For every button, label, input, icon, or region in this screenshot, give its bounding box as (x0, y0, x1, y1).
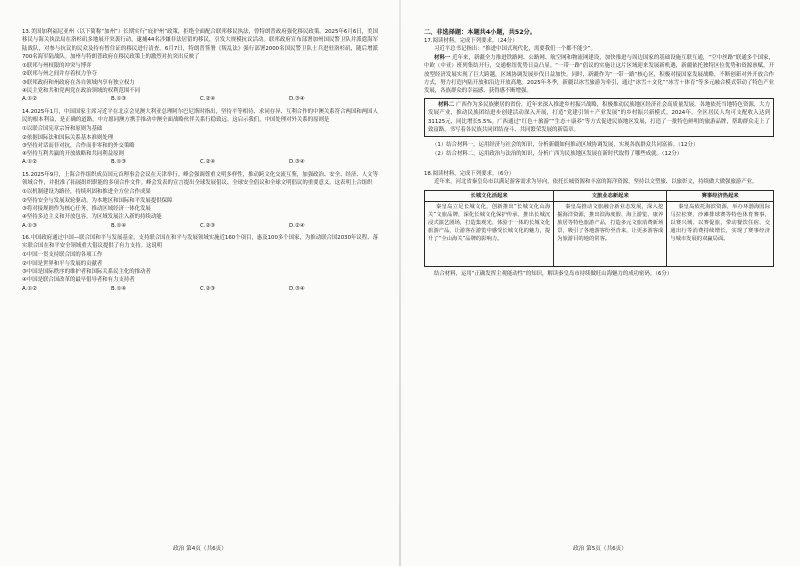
q18-col-1: 长城文化活起来 (425, 190, 554, 201)
q13-options (22, 95, 378, 103)
q18-head: 18.阅读材料，完成下列要求。（6分） (424, 171, 515, 178)
q14-option-a: A.①② (22, 159, 37, 166)
q14-options (22, 158, 378, 166)
q13-option-b: B.①③ (111, 96, 127, 103)
q17-subquestion-2: （2）结合材料二，运用政治与法治的知识，分析广西为民族地区发展在新时代取得了哪些成就。（12分） (432, 150, 683, 157)
q18-cell-1: 秦皇岛立足长城文化，创新推出“长城文化山海关”文旅品牌，深化长城文化保护传承，推出长城沉浸式演艺剧场，打造集观光、体验于一体的长城文化旅游产品，让游客在游览中感受长城文化的魅力，提升了“全山海关”品牌的影响力。 (425, 201, 554, 266)
q13-option-c: C.②④ (200, 96, 216, 103)
q18-table-header (425, 190, 774, 201)
question-16-stem: 16.中国政府通过中国—联合国和平与发展基金，支持联合国在和平与发展领域实施近160个项目，惠及100多个国家，为推动联合国2030年议程、落实联合国在和平安全领域重大倡议提供了有力支持。这说明 (22, 234, 378, 250)
q17-material-1 (424, 54, 774, 96)
q15-options (22, 222, 378, 230)
question-14-stem: 14.2025年1月，中国国家主席习近平在北京会见澳大利亚总理阿尔巴尼斯时指出，坚持平等相待、求同存异、互利合作的中澳关系符合两国和两国人民的根本利益，是正确的道路，中方愿同澳方携手推动中澳全面战略伙伴关系行稳致远。这启示我们，中国处理对外关系的原则是 (22, 108, 378, 123)
q17-head: 17.阅读材料，完成下列要求。（24分） (424, 38, 518, 44)
question-18 (424, 170, 774, 278)
q14-option-c: C.②④ (200, 159, 216, 166)
q15-option-d: D.②④ (289, 222, 305, 229)
q14-option-b: B.①③ (111, 159, 127, 166)
q17-material-2-box (424, 98, 774, 138)
q13-option-a: A.①② (22, 96, 37, 103)
q17-material-2-text: 广西作为多民族聚居的省份，近年来深入推进乡村振兴战略，积极推动民族地区经济社会高质量发展。各地依托当地特色资源，大力发展产业，推动民族团结进步创建活动深入开展，打造“党建引领＋产业发展”的乡村振兴新模式。2024年，全区居民人均可支配收入达到31125元，同比增长5.5%。广西通过“红色＋旅游”“生态＋康养”等方式促进民族地区发展，打造了一批特色鲜明的旅游品牌，帮助群众走上了致富路，书写着各民族共同团结奋斗、共同繁荣发展的新篇章。 (428, 101, 770, 133)
q14-item-4: ④坚持互利共赢的开放战略和共同利益原则 (22, 151, 124, 158)
question-15-stem: 15.2025年9月，上海合作组织成员国元首理事会会议在天津举行。峰会强调尊重文明多样性，推动跨文化交流互鉴，加强政治、安全、经济、人文等领域合作，并批准了拓展组织职能的多项合作文件。峰会发表的宣言提出全球发展倡议、全球安全倡议和全球文明倡议的重要意义。这表明上合组织 (22, 171, 378, 187)
q17-material-1-label: 材料一 (434, 54, 451, 61)
q17-material-1-text: 近年来，新疆全力推进铁路网、公路网、航空网和物流网建设，加快推进与周边国家的基础设施互联互通，“空中丝路”联通多个国家，中欧（中亚）班列集结开行，交通枢纽优势日益凸显。“一带一路”倡议的实施让这片区域迎来发展新机遇，新疆依托独特区位优势和资源禀赋，开放型经济发展实现了巨大跨越，区域协调发展步伐日益加快。同时，新疆作为“一带一路”核心区，积极对接国家发展战略，不断创新对外开放合作方式，努力打造内陆开放和沿边开放高地。2025年冬季，新疆以冰雪旅游为牵引，通过“冰雪＋文化”“冰雪＋体育”等多元融合模式带动了特色产业发展，各族群众的幸福感、获得感不断增强。 (424, 54, 774, 95)
question-14 (22, 108, 378, 167)
page-5 (400, 0, 800, 566)
q16-item-3: ③中国是国际秩序的维护者和国际关系民主化的推动者 (22, 269, 151, 276)
q15-option-c: C.②③ (200, 222, 216, 229)
q18-cell-2: 秦皇岛推动文旅融合新业态发展，深入挖掘海洋资源，推出滨海度假、海上游览、康养旅居等特色旅游产品，打造多元文旅消费新场景，吸引了各地游客纷至沓来，让更多游客成为旅游目的地的常客。 (554, 201, 667, 266)
q16-option-b: B.①④ (111, 285, 127, 292)
q13-item-3: ③联邦政府和州政府在各自领域内享有独立权力 (22, 79, 135, 86)
q16-option-d: D.③④ (289, 285, 305, 292)
question-17 (424, 37, 774, 158)
q16-item-2: ②中国是世界和平与发展的贡献者 (22, 260, 103, 267)
q13-option-d: D.③④ (289, 96, 305, 103)
q18-cell-3: 秦皇岛依托海滨资源，举办环渤海国际马拉松赛、沙滩排球赛等特色体育赛事，以赛兴城、以赛促旅，带动餐饮住宿、交通出行等消费持续增长，实现了赛事经济与城市发展的双赢局面。 (667, 201, 774, 266)
page-5-footer: 政治 第5页（共6页） (573, 546, 627, 552)
q17-intro: 习近平总书记指出：“推进中国式现代化，需要我们一个都不能少”。 (434, 46, 596, 53)
q17-subquestion-1: （1）结合材料一，运用经济与社会的知识，分析新疆如何推动区域协调发展，实现各族群众共同富裕。（12分） (432, 142, 699, 149)
q18-question: 结合材料，运用“正确发挥主观能动性”的知识，解读秦皇岛市持续做旺山海魅力的成功密码。（6分） (434, 270, 673, 277)
q15-option-b: B.①④ (111, 222, 127, 229)
q18-col-3: 赛事经济热起来 (667, 190, 774, 201)
q18-table (424, 190, 774, 267)
q18-intro: 近年来，河北省秦皇岛市以满足游客需求为导向，依托长城资源和丰富的海洋资源，坚持以文塑旅、以旅彰文，持续做大做强旅游产业。 (434, 179, 758, 186)
q15-item-1: ①以机制建设为路径，持续巩固和推进全方位合作成果 (22, 189, 151, 196)
q13-item-2: ②联邦与州之间并存着权力争夺 (22, 71, 97, 78)
q15-item-4: ④坚持多边主义和开放包容，为区域发展注入新的持续动能 (22, 214, 162, 221)
q14-item-2: ②依据国际法和国际关系基本准则处理 (22, 134, 114, 141)
q16-option-a: A.①② (22, 285, 37, 292)
q14-item-3: ③坚持对话而非对抗，合作而非零和的外交策略 (22, 142, 135, 149)
question-13 (22, 28, 378, 104)
section-title: 二、非选择题：本题共4小题，共52分。 (424, 29, 536, 36)
q15-item-2: ②坚持安全与发展双轮驱动，为本地区和国际和平发展提供保障 (22, 197, 173, 204)
q17-material-2 (428, 101, 770, 135)
q16-options (22, 285, 378, 293)
q13-item-4: ④民主党和共和党两党在政治领域的权利范围不同 (22, 88, 141, 95)
question-13-stem: 13.美国加利福尼亚州（以下简称“加州”）长期实行“庇护州”政策，拒绝全面配合联邦移民执法，曾特朗普政府强化移民政策。2025年6月6日，美国移民与海关执法局在洛杉矶多地展开突袭行动，逮捕44名涉嫌非法居留的移民，引发大规模抗议活动。联邦政府宣布部署加州国民警卫队并派遣海军陆战队，对参与抗议的民众及持有暂住证的移民进行清查。6月7日，特朗普签署《叛乱法》强行部署2000名国民警卫队士兵进驻洛杉矶，随后增派700名海军陆战队。加州与特朗普政府在移民政策上的激烈对抗突出反映了 (22, 29, 378, 60)
q14-item-1: ①以联合国宪章宗旨和原则为基础 (22, 126, 103, 133)
answer-space (424, 158, 774, 170)
q16-option-c: C.②③ (200, 285, 216, 292)
question-16 (22, 234, 378, 293)
page-4-footer: 政治 第4页（共6页） (173, 546, 227, 552)
q13-item-1: ①联邦与州权限的冲突与博弈 (22, 63, 92, 70)
q15-option-a: A.①③ (22, 222, 37, 229)
q16-item-4: ④中国是联合国改革的最早倡导者和有力支持者 (22, 277, 135, 284)
question-15 (22, 171, 378, 230)
q18-col-2: 文旅业态新起来 (554, 190, 667, 201)
q16-item-1: ①中国一贯支持联合国的各项工作 (22, 252, 103, 259)
q15-item-3: ③将对接规则作为核心任务，推动区域经济一体化发展 (22, 205, 151, 212)
q17-material-2-label: 材料二 (438, 101, 455, 108)
q14-option-d: D.③④ (289, 159, 305, 166)
q18-table-row (425, 201, 774, 266)
